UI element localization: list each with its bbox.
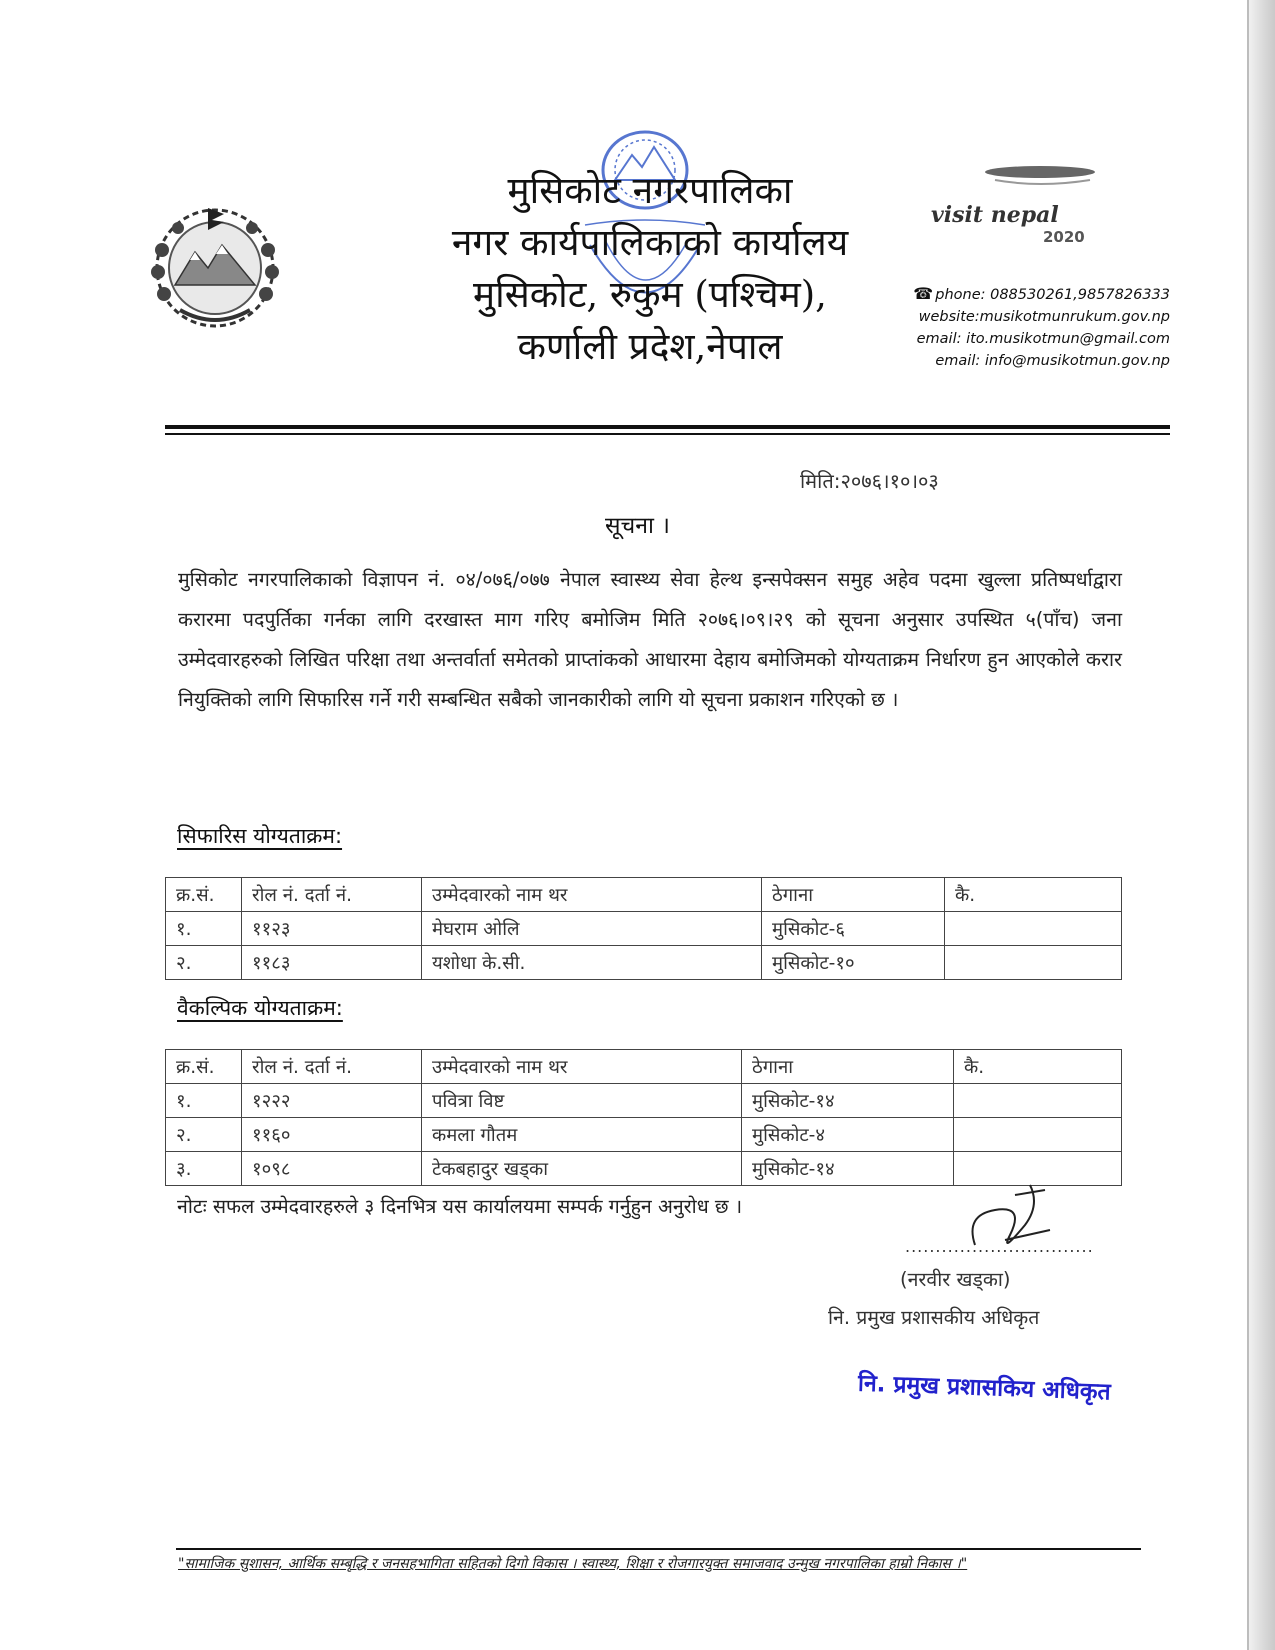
table-row (166, 1084, 1122, 1118)
table-row (166, 946, 1122, 980)
visit-nepal-logo-year: 2020 (1043, 228, 1085, 246)
office-title-line-3: मुसिकोट, रुकुम (पश्चिम), (473, 273, 827, 316)
contact-email-2: email: info@musikotmun.gov.np (935, 353, 1170, 369)
column-header: उम्मेदवारको नाम थर (422, 1050, 742, 1084)
scan-edge (1247, 0, 1249, 1650)
alternate-table (165, 1049, 1122, 1186)
table-cell: ११८३ (242, 946, 422, 980)
note-text: नोटः सफल उम्मेदवारहरुले ३ दिनभित्र यस कार्यालयमा सम्पर्क गर्नुहुन अनुरोध छ । (177, 1195, 743, 1218)
table-cell: ३. (166, 1152, 242, 1186)
scan-shadow (1247, 0, 1275, 1650)
table-cell: मुसिकोट-१४ (742, 1152, 954, 1186)
table-cell: मेघराम ओलि (422, 912, 762, 946)
signature-line: ............................... (905, 1237, 1094, 1256)
footer-divider (176, 1548, 1141, 1550)
contact-website: website:musikotmunrukum.gov.np (918, 309, 1170, 325)
alternate-heading: वैकल्पिक योग्यताक्रम: (177, 996, 343, 1020)
notice-date: मिति:२०७६।१०।०३ (800, 469, 939, 493)
table-cell: ११२३ (242, 912, 422, 946)
notice-heading: सूचना । (605, 513, 670, 539)
table-cell: कमला गौतम (422, 1118, 742, 1152)
column-header: कै. (954, 1050, 1122, 1084)
table-cell: १२२२ (242, 1084, 422, 1118)
footer-slogan (178, 1553, 1163, 1575)
table-cell: मुसिकोट-१० (762, 946, 945, 980)
phone-icon: ☎ (913, 284, 934, 303)
recommended-heading: सिफारिस योग्यताक्रम: (177, 824, 343, 848)
contact-phone: phone: 088530261,9857826333 (935, 287, 1170, 303)
table-cell: टेकबहादुर खड्का (422, 1152, 742, 1186)
column-header: रोल नं. दर्ता नं. (242, 1050, 422, 1084)
table-cell: १. (166, 912, 242, 946)
table-cell: मुसिकोट-६ (762, 912, 945, 946)
footer-slogan-text: "सामाजिक सुशासन, आर्थिक सम्बृद्धि र जनसहभागिता सहितको दिगो विकास । स्वास्थ्य, शिक्षा र रोजगारयुक्त समाजवाद उन्मुख नगरपालिका हाम्रो निकास ।" (178, 1556, 968, 1572)
visit-nepal-logo-text: visit nepal (931, 202, 1059, 228)
table-cell: २. (166, 946, 242, 980)
table-header-row (166, 878, 1122, 912)
table-cell: ११६० (242, 1118, 422, 1152)
nepal-emblem-icon (140, 190, 290, 340)
table-cell: २. (166, 1118, 242, 1152)
header-divider-thick (165, 425, 1170, 429)
column-header: क्र.सं. (166, 1050, 242, 1084)
table-cell (945, 946, 1122, 980)
table-row (166, 912, 1122, 946)
office-title-line-4: कर्णाली प्रदेश,नेपाल (517, 325, 783, 368)
recommended-table (165, 877, 1122, 980)
column-header: क्र.सं. (166, 878, 242, 912)
header-divider-thin (165, 433, 1170, 435)
table-cell (954, 1118, 1122, 1152)
office-title-line-1: मुसिकोट नगरपालिका (507, 169, 793, 212)
column-header: रोल नं. दर्ता नं. (242, 878, 422, 912)
table-cell: १. (166, 1084, 242, 1118)
signer-name: (नरवीर खड्का) (900, 1268, 1011, 1291)
table-cell: पवित्रा विष्ट (422, 1084, 742, 1118)
table-cell (954, 1084, 1122, 1118)
table-cell: १०९८ (242, 1152, 422, 1186)
contact-block (870, 283, 1170, 372)
contact-phone-row (870, 283, 1170, 306)
table-cell (945, 912, 1122, 946)
official-stamp: नि. प्रमुख प्रशासकिय अधिकृत (857, 1370, 1112, 1406)
office-title-line-2: नगर कार्यपालिकाको कार्यालय (451, 221, 849, 264)
column-header: ठेगाना (742, 1050, 954, 1084)
office-title (420, 165, 880, 373)
visit-nepal-logo (925, 160, 1155, 250)
column-header: ठेगाना (762, 878, 945, 912)
table-cell: यशोधा के.सी. (422, 946, 762, 980)
table-cell: मुसिकोट-४ (742, 1118, 954, 1152)
column-header: कै. (945, 878, 1122, 912)
table-cell: मुसिकोट-१४ (742, 1084, 954, 1118)
notice-body: मुसिकोट नगरपालिकाको विज्ञापन नं. ०४/०७६/०७७ नेपाल स्वास्थ्य सेवा हेल्थ इन्सपेक्सन समुह अहेव पदमा खुल्ला प्रतिष्पर्धाद्वारा करारमा पदपुर्तिका गर्नका लागि दरखास्त माग गरिए बमोजिम मिति २०७६।०९।२९ को सूचना अनुसार उपस्थित ५(पाँच) जना उम्मेदवारहरुको लिखित परिक्षा तथा अन्तर्वार्ता समेतको प्राप्तांकको आधारमा देहाय बमोजिमको योग्यताक्रम निर्धारण हुन आएकोले करार नियुक्तिको लागि सिफारिस गर्ने गरी सम्बन्धित सबैको जानकारीको लागि यो सूचना प्रकाशन गरिएको छ । (178, 568, 1122, 711)
column-header: उम्मेदवारको नाम थर (422, 878, 762, 912)
signer-post: नि. प्रमुख प्रशासकीय अधिकृत (828, 1306, 1040, 1329)
table-header-row (166, 1050, 1122, 1084)
contact-email-1: email: ito.musikotmun@gmail.com (916, 331, 1170, 347)
table-row (166, 1118, 1122, 1152)
